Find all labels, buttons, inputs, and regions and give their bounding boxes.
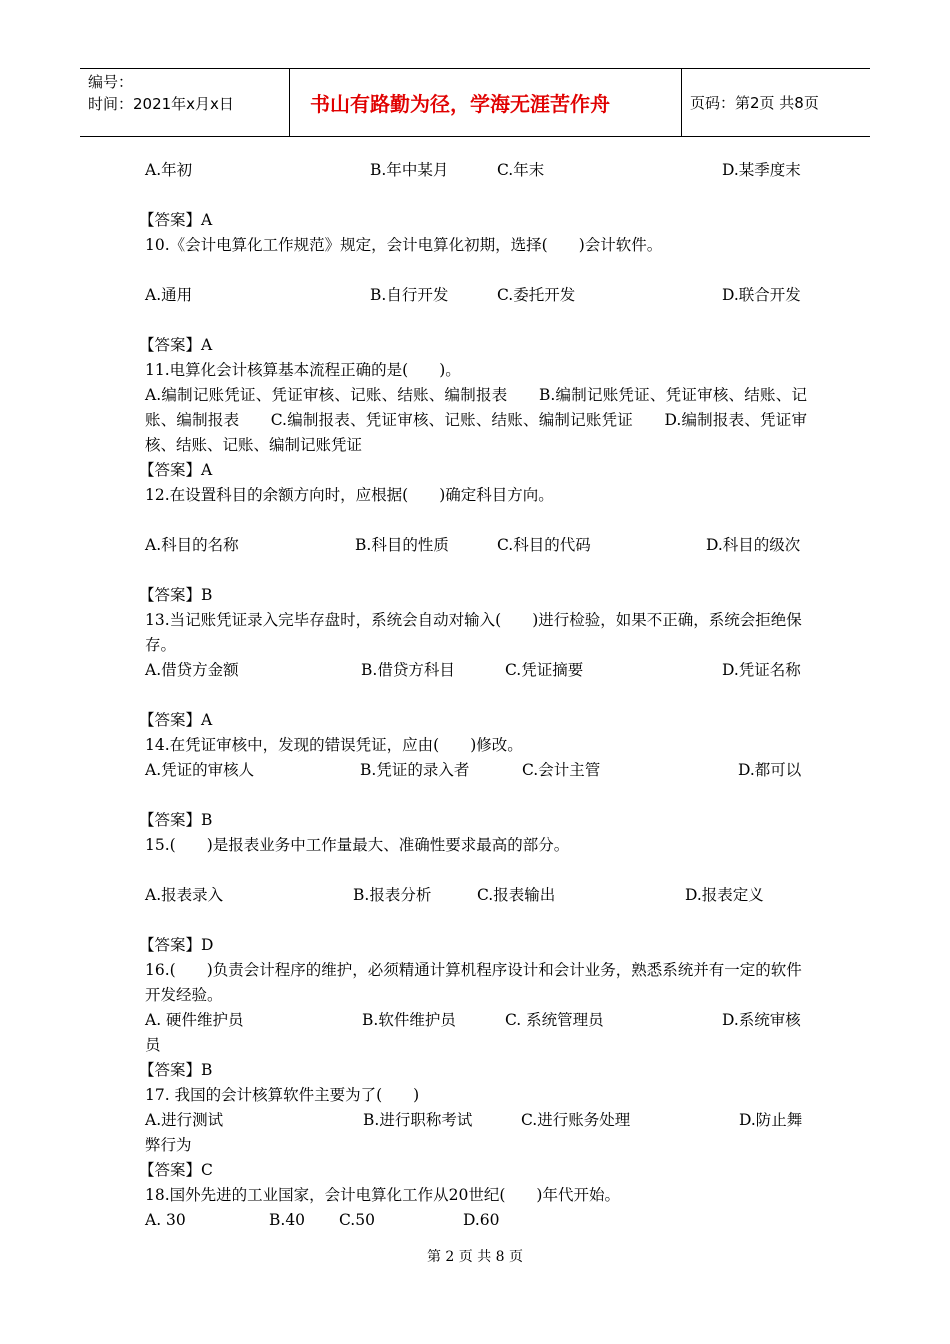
option: B.年中某月 xyxy=(370,161,449,179)
option: C.报表输出 xyxy=(477,886,556,904)
answer: 【答案】A xyxy=(139,211,213,229)
options-q13 xyxy=(145,658,807,683)
question: 10.《会计电算化工作规范》规定，会计电算化初期，选择( )会计软件。 xyxy=(145,236,663,254)
option: D.系统审核 xyxy=(722,1011,801,1029)
options-q17 xyxy=(145,1108,807,1133)
option: A. 30 xyxy=(145,1211,186,1229)
option: D.科目的级次 xyxy=(706,536,801,554)
option: A.进行测试 xyxy=(145,1111,224,1129)
option: C.50 xyxy=(339,1211,375,1229)
question: 14.在凭证审核中，发现的错误凭证，应由( )修改。 xyxy=(145,736,523,754)
options-q10 xyxy=(145,283,807,308)
option-continuation: 弊行为 xyxy=(145,1136,192,1154)
page-footer: 第 2 页 共 8 页 xyxy=(426,1249,524,1265)
option-continuation: 员 xyxy=(145,1036,161,1054)
options-q12 xyxy=(145,533,807,558)
option: C.进行账务处理 xyxy=(521,1111,631,1129)
option: A.凭证的审核人 xyxy=(145,761,255,779)
option: A.报表录入 xyxy=(145,886,224,904)
question-list xyxy=(139,158,807,1233)
options-q9 xyxy=(145,158,807,183)
question: 13.当记账凭证录入完毕存盘时，系统会自动对输入( )进行检验，如果不正确，系统会拒绝保存。 xyxy=(145,611,802,654)
option: B.软件维护员 xyxy=(362,1011,456,1029)
option: C.科目的代码 xyxy=(497,536,591,554)
question: 11.电算化会计核算基本流程正确的是( )。 xyxy=(145,361,461,379)
answer: 【答案】B xyxy=(139,1061,213,1079)
answer: 【答案】B xyxy=(139,586,213,604)
option: A.年初 xyxy=(145,161,193,179)
option: A.通用 xyxy=(145,286,193,304)
option: B.自行开发 xyxy=(370,286,449,304)
option: B.凭证的录入者 xyxy=(360,761,470,779)
option: C.年末 xyxy=(497,161,545,179)
answer: 【答案】C xyxy=(139,1161,213,1179)
options-q16 xyxy=(145,1008,807,1033)
option: B.40 xyxy=(269,1211,306,1229)
page-info: 页码：第2页 共8页 xyxy=(690,94,819,112)
question: 17. 我国的会计核算软件主要为了( ) xyxy=(145,1086,420,1104)
option: D.某季度末 xyxy=(722,161,801,179)
option: C.会计主管 xyxy=(522,761,601,779)
option: D.凭证名称 xyxy=(722,661,801,679)
option: D.都可以 xyxy=(738,761,802,779)
option: A.借贷方金额 xyxy=(145,661,239,679)
option: B.借贷方科目 xyxy=(361,661,455,679)
answer: 【答案】A xyxy=(139,336,213,354)
option: D.60 xyxy=(463,1211,500,1229)
option: C.凭证摘要 xyxy=(505,661,584,679)
options-q14 xyxy=(145,758,807,783)
header-meta xyxy=(80,69,290,136)
question: 12.在设置科目的余额方向时，应根据( )确定科目方向。 xyxy=(145,486,554,504)
page-header xyxy=(80,68,870,137)
options-q18 xyxy=(145,1208,807,1233)
question: 15.( )是报表业务中工作量最大、准确性要求最高的部分。 xyxy=(145,836,570,854)
option: A. 硬件维护员 xyxy=(145,1011,244,1029)
options-q15 xyxy=(145,883,807,908)
motto: 书山有路勤为径，学海无涯苦作舟 xyxy=(290,69,682,136)
option: A.科目的名称 xyxy=(145,536,239,554)
option: C.委托开发 xyxy=(497,286,576,304)
answer: 【答案】B xyxy=(139,811,213,829)
option: B.进行职称考试 xyxy=(363,1111,473,1129)
options-q11: A.编制记账凭证、凭证审核、记账、结账、编制报表 B.编制记账凭证、凭证审核、结账、记账、编制报表 C.编制报表、凭证审核、记账、结账、编制记账凭证 D.编制报表、凭证审核、结账、记账、编制记账凭证 xyxy=(145,386,807,454)
number-label: 编号： xyxy=(88,73,134,91)
option: D.防止舞 xyxy=(739,1111,803,1129)
time-label: 时间：2021年x月x日 xyxy=(88,95,234,113)
answer: 【答案】D xyxy=(139,936,214,954)
option: B.科目的性质 xyxy=(355,536,449,554)
option: D.联合开发 xyxy=(722,286,801,304)
answer: 【答案】A xyxy=(139,461,213,479)
option: C. 系统管理员 xyxy=(505,1011,604,1029)
answer: 【答案】A xyxy=(139,711,213,729)
question: 18.国外先进的工业国家，会计电算化工作从20世纪( )年代开始。 xyxy=(145,1186,620,1204)
option: B.报表分析 xyxy=(353,886,432,904)
option: D.报表定义 xyxy=(685,886,764,904)
question: 16.( )负责会计程序的维护，必须精通计算机程序设计和会计业务，熟悉系统并有一定的软件开发经验。 xyxy=(145,961,802,1004)
